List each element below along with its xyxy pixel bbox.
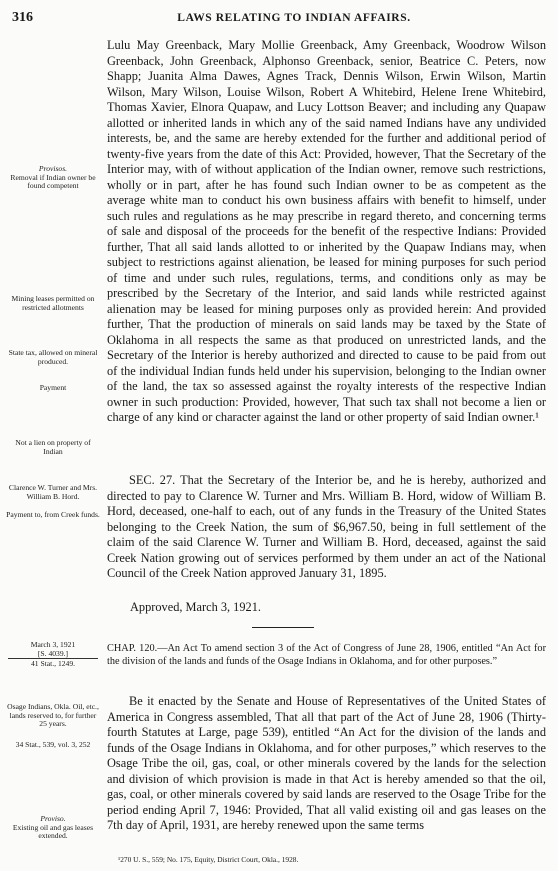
margin-note: Clarence W. Turner and Mrs. William B. Hord. [8, 483, 98, 501]
session-date: March 3, 1921 [30, 640, 76, 649]
section-27: SEC. 27. That the Secretary of the Interior be, and he is hereby, authorized and directed to pay to Clarence W. Turner and Mrs. William B. Hord, widow of William B. Hord, deceased, one-half to each, out of any funds in the Treasury of the United States belonging to the Creek Nation, the sum of $6,967.50, being in full settlement of the claim of the said Clarence W. Turner and William B. Hord, deceased, against the said Creek Nation growing out of services performed by them under an act of the National Council of the Creek Nation approved January 31, 1895. [107, 473, 546, 580]
chapter-heading: CHAP. 120.—An Act To amend section 3 of the Act of Congress of June 28, 1906, entitled “An Act for the division of the lands and funds of the Osage Indians in Oklahoma, and for other purposes.” [107, 643, 546, 667]
page-header [0, 10, 558, 26]
body-text-2 [107, 473, 546, 582]
margin-note: Osage Indians, Okla. Oil, etc., lands reserved to, for further 25 years. [7, 702, 99, 729]
margin-note: Payment to, from Creek funds. [6, 510, 100, 519]
margin-note: 34 Stat., 539, vol. 3, 252 [15, 740, 91, 749]
margin-note: Not a lien on property of Indian [15, 438, 91, 456]
approved-date: Approved, March 3, 1921. [130, 600, 261, 614]
margin-note: Mining leases permitted on restricted allotments [11, 294, 95, 312]
margin-note: Payment [39, 383, 67, 392]
page-number: 316 [12, 10, 33, 25]
margin-note: Provisos. Removal if Indian owner be found competent [10, 164, 96, 191]
enacting-clause: Be it enacted by the Senate and House of Representatives of the United States of America in Congress assembled, That all that part of the Act of June 28, 1906 (Thirty-fourth Statutes at Large, page 539), entitled “An Act for the division of the lands and funds of the Osage Indians in Oklahoma, and for other purposes,” which reserves to the Osage Tribe the oil, gas, coal, or other minerals covered by the lands for the selection and division of which provision is made in that Act is hereby amended so that the oil, gas, coal, or other minerals covered by said lands are reserved to the Osage Tribe for the period ending April 7, 1946: Provided, That all valid existing oil and gas leases on the 7th day of April, 1931, are hereby renewed upon the same terms [107, 694, 546, 832]
body-text-3 [107, 694, 546, 834]
paragraph-continuation: Lulu May Greenback, Mary Mollie Greenback, Amy Greenback, Woodrow Wilson Greenback, John Greenback, Alphonso Greenback, senior, Beatrice C. Peters, now Shapp; Juanita Alma Dawes, Agnes Track, Dennis Wilson, Erwin Wilson, Martin Wilson, Mary Wilson, Louise Wilson, Robert A Whitebird, Helene Irene Whitebird, Thomas Xavier, Elnora Quapaw, and Lucy Lottson Beaver; and including any Quapaw allotted or inherited lands in which any of the said named Indians have any undivided interests, be, and the same are hereby extended for the further and additional period of twenty-five years from the date of this Act: Provided, however, That the Secretary of the Interior may, with of without application of the Indian owner, remove such restrictions, wholly or in part, after he has found such Indian owner to be as competent as the average white man to conduct his own business affairs with benefit to himself, under such rules and regulations as he may prescribe in regard thereto, and concerning terms of sale and disposal of the proceeds for the benefit of the respective Indians: Provided further, That all said lands allotted to or inherited by the Quapaw Indians may, when subject to restrictions against alienation, be leased for mining purposes for such period of time and under such rules, regulations, terms, and conditions only as may be prescribed by the Secretary of the Interior, and said lands while restricted against alienation may be leased for mining purposes only as provided herein: And provided further, That the production of minerals on said lands may be taxed by the State of Oklahoma in all respects the same as that produced on unrestricted lands, and the Secretary of the Interior is hereby authorized and directed to cause to be paid from out of the individual Indian funds held under his supervision, belonging to the Indian owner of the land, the tax so assessed against the royalty interests of the respective Indian owner in such production: Provided, however, That such tax shall not become a lien or charge of any kind or character against the land or other property of said Indian owner.¹ [107, 38, 546, 424]
divider-rule [252, 627, 314, 628]
running-title: LAWS RELATING TO INDIAN AFFAIRS. [177, 12, 411, 24]
margin-note: Proviso. Existing oil and gas leases extended. [12, 814, 94, 841]
session-statute: 41 Stat., 1249. [30, 659, 76, 668]
footnote: ¹270 U. S., 559; No. 175, Equity, District Court, Okla., 1928. [118, 855, 299, 864]
margin-note: State tax, allowed on mineral produced. [8, 348, 98, 366]
body-text-1 [107, 38, 546, 426]
session-bill: [S. 4039.] [8, 649, 98, 659]
session-note [8, 640, 98, 668]
